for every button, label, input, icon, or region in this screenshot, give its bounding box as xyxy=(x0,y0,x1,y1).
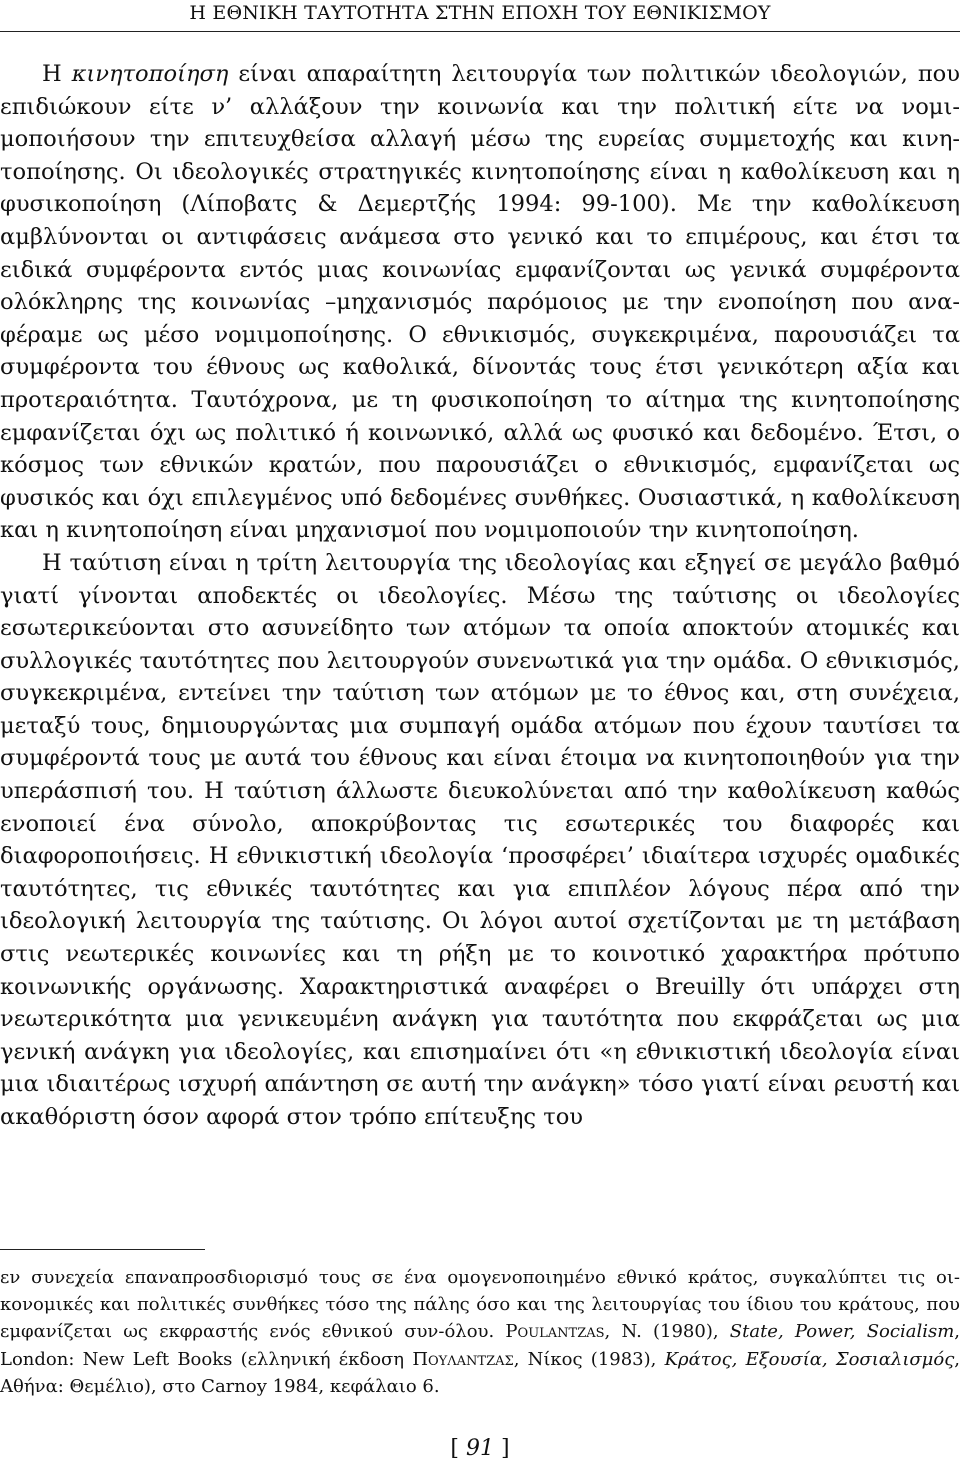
footnote-rule xyxy=(0,1249,205,1250)
footnote-part: εν συνεχεία επαναπροσδιορισμό τους σε ένα ομογενοποιημένο εθνικό κράτος, συγκαλύπτει τις οικονομικές και πολιτικές συνθήκες τόσο της πάλης όσο και της λειτουργίας του ίδιου του κράτους, που εμφανίζεται ως εκφραστής ενός εθνικού συν-όλου. xyxy=(0,1267,960,1343)
header-rule xyxy=(0,31,960,32)
paragraph-1 xyxy=(0,58,960,547)
footnote xyxy=(0,1264,960,1400)
page-bracket-close: ] xyxy=(501,1436,510,1461)
page-number xyxy=(0,1436,960,1461)
footnote-part: , Αθήνα: Θεμέλιο), στο Carnoy 1984, κεφάλαιο 6. xyxy=(0,1348,960,1397)
emphasis-mobilization: κινητοποίηση xyxy=(71,61,229,87)
footnote-title-greek: Κράτος, Εξουσία, Σοσιαλισμός xyxy=(664,1348,955,1370)
footnote-title-state-power-socialism: State, Power, Socialism xyxy=(729,1321,955,1343)
footnote-part: , Νίκος (1983), xyxy=(513,1348,665,1370)
page-bracket-open: [ xyxy=(450,1436,459,1461)
footnote-part: , N. (1980), xyxy=(604,1321,730,1343)
paragraph-2: Η ταύτιση είναι η τρίτη λειτουργία της ιδεολογίας και εξηγεί σε μεγάλο βαθμό γιατί γίνονται αποδεκτές οι ιδεολογίες. Μέσω της ταύτισης οι ιδεολογίες εσωτερικεύονται στο ασυνείδητο των ατόμων τα οποία αποκτούν ατομικές και συλλογικές ταυτότητες που λειτουργούν συνενωτικά για την ομάδα. Ο εθνικισμός, συγκεκριμένα, εντείνει την ταύτιση των ατόμων με το έθνος και, στη συνέχεια, μεταξύ τους, δημιουργώντας μια συμπαγή ομάδα ατόμων που έχουν ταυτίσει τα συμφέροντά τους με αυτά του έθνους και είναι έτοιμα να κινητοποιηθούν για την υπεράσπισή του. Η ταύτιση άλλωστε διευκολύνεται από την καθολίκευση καθώς ενοποιεί ένα σύνολο, αποκρύβοντας τις εσωτερικές του διαφορές και διαφοροποιήσεις. Η εθνικιστική ιδεολογία ‘προσφέρει’ ιδιαίτερα ισχυρές ομαδικές ταυτότητες, τις εθνικές ταυτότητες και για επιπλέον λόγους πέρα από την ιδεολογική λειτουργία της ταύτισης. Οι λόγοι αυτοί σχετίζονται με τη μετάβαση στις νεωτερικές κοινωνίες και τη ρήξη με το κοινοτικό χαρακτήρα πρότυπο κοινωνικής οργάνωσης. Χαρακτηριστικά αναφέρει ο Breuilly ότι υπάρχει στη νεωτερικότητα μια γενικευμένη ανάγκη για ταυτότητα που εκφράζεται ως μια γενική ανάγκη για ιδεολογίες, και επισημαίνει ότι «η εθνικιστική ιδεολογία είναι μια ιδιαιτέρως ισχυρή απάντηση σε αυτή την ανάγκη» τόσο γιατί είναι ρευστή και ακαθόριστη όσον αφορά στον τρόπο επίτευξης του xyxy=(0,549,960,1130)
footnote-part: , London: New Left Books (ελληνική έκδοση xyxy=(0,1321,960,1370)
paragraph-1-rest: είναι απαραίτητη λειτουργία των πολιτικών ιδεολογιών, που επιδιώκουν είτε ν’ αλλάξουν την κοινωνία και την πολιτική είτε να νομιμοποιήσουν την επιτευχθείσα αλλαγή μέσω της ευρείας συμμετοχής και κινητοποίησης. Οι ιδεολογικές στρατηγικές κινητοποίησης είναι η καθολίκευση και η φυσικοποίηση (Λίποβατς & Δεμερτζής 1994: 99-100). Με την καθολίκευση αμβλύνονται οι αντιφάσεις ανάμεσα στο γενικό και το επιμέρους, και έτσι τα ειδικά συμφέροντα εντός μιας κοινωνίας εμφανίζονται ως γενικά συμφέροντα ολόκληρης της κοινωνίας –μηχανισμός παρόμοιος με την ενοποίηση που αναφέραμε ως μέσο νομιμοποίησης. Ο εθνικισμός, συγκεκριμένα, παρουσιάζει τα συμφέροντα του έθνους ως καθολικά, δίνοντάς τους έτσι γενικότερη αξία και προτεραιότητα. Ταυτόχρονα, με τη φυσικοποίηση το αίτημα της κινητοποίησης εμφανίζεται όχι ως πολιτικό ή κοινωνικό, αλλά ως φυσικό και δεδομένο. Έτσι, ο κόσμος των εθνικών κρατών, που παρουσιάζει ο εθνικισμός, εμφανίζεται ως φυσικός και όχι επιλεγμένος υπό δεδομένες συνθήκες. Ουσιαστικά, η καθολίκευση και η κινητοποίηση είναι μηχανισμοί που νομιμοποιούν την κινητοποίηση. xyxy=(0,61,960,544)
running-header: Η ΕΘΝΙΚΗ ΤΑΥΤΟΤΗΤΑ ΣΤΗΝ ΕΠΟΧΗ ΤΟΥ ΕΘΝΙΚΙΣΜΟΥ xyxy=(189,2,771,24)
paragraph-1-start: Η xyxy=(42,61,72,87)
main-text xyxy=(0,58,960,1134)
footnote-text xyxy=(0,1264,960,1400)
page-number-value: 91 xyxy=(466,1436,494,1461)
footnote-author-poulantzas-greek: Πουλαντζας xyxy=(412,1348,514,1370)
footnote-author-poulantzas: Poulantzas xyxy=(505,1321,605,1343)
